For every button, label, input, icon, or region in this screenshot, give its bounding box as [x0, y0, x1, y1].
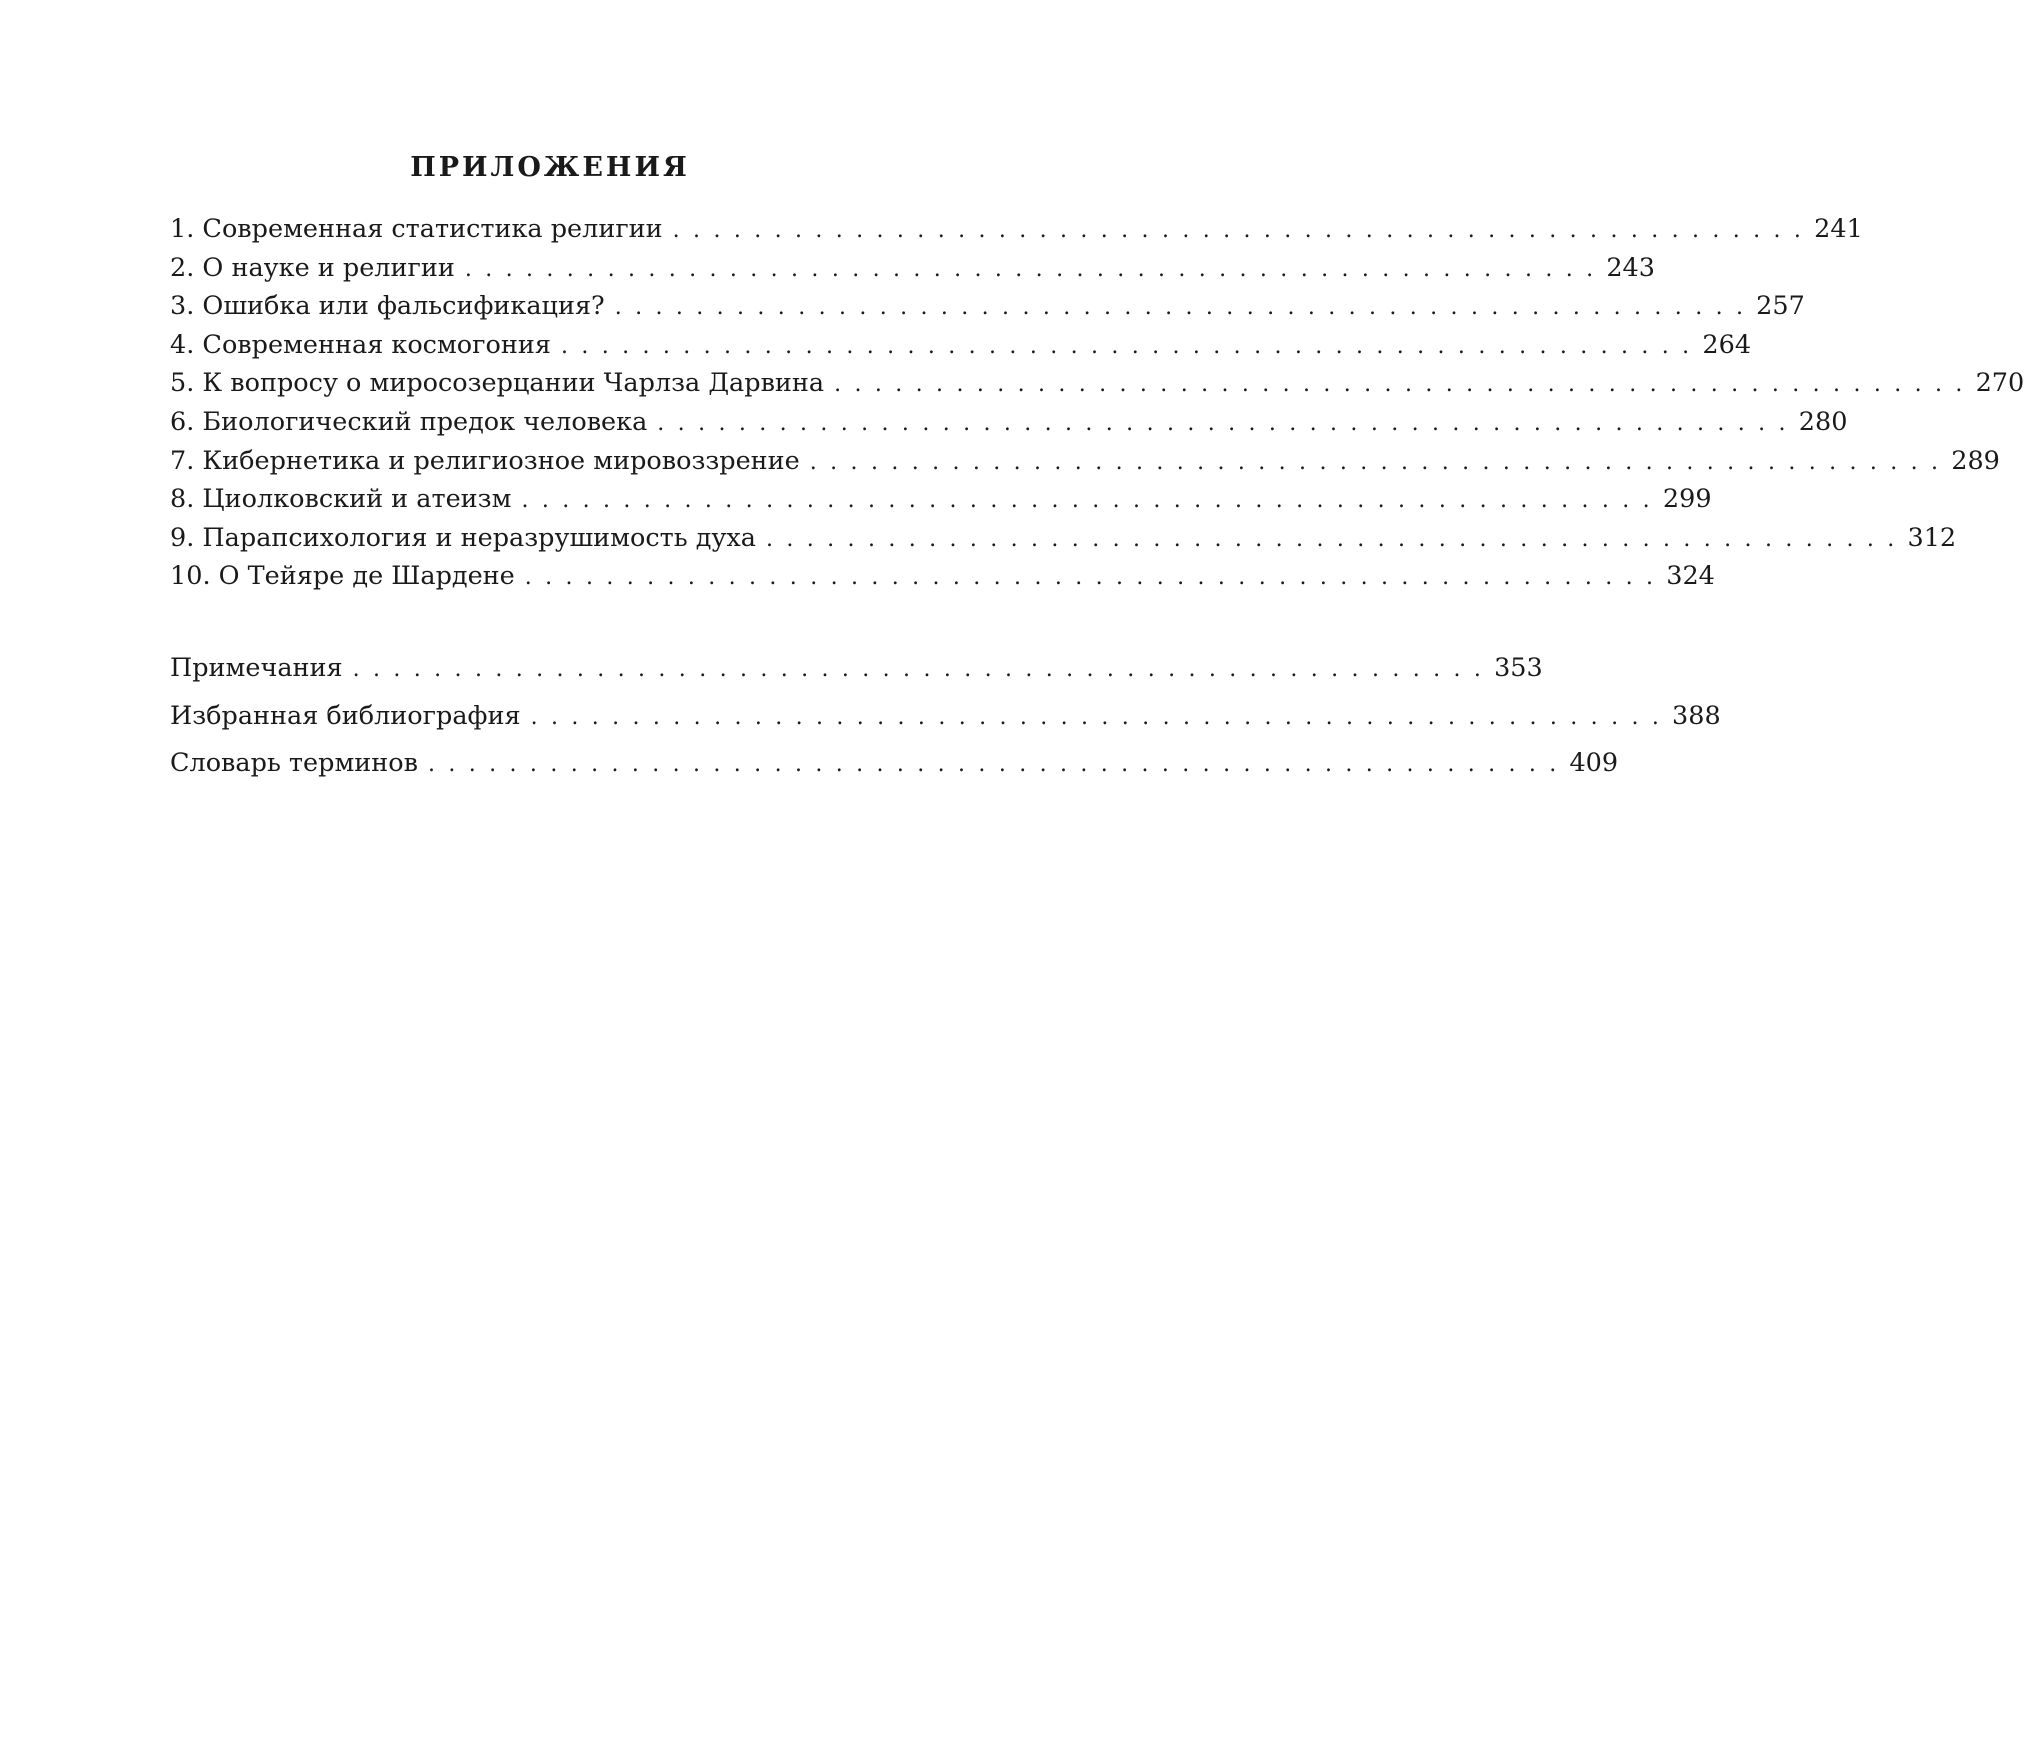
toc-entry[interactable]: [170, 557, 1715, 596]
toc-entry-title: 7. Кибернетика и религиозное мировоззрение: [170, 445, 800, 476]
toc-entry[interactable]: [170, 693, 1721, 741]
toc-entry-page: 289: [1951, 445, 2000, 476]
toc-entry-title: Словарь терминов: [170, 748, 418, 778]
toc-entry-page: 243: [1606, 252, 1655, 283]
dot-leader: . . . . . . . . . . . . . . . . . . . . . . . . . . . . . . . . . . . . . . . . . . . . . . . . . . . . . . . .: [464, 256, 1597, 282]
toc-entry-page: 257: [1756, 291, 1805, 322]
toc-entry[interactable]: [170, 210, 1863, 249]
dot-leader: . . . . . . . . . . . . . . . . . . . . . . . . . . . . . . . . . . . . . . . . . . . . . . . . . . . . . . . .: [657, 410, 1789, 436]
toc-entry[interactable]: [170, 403, 1848, 442]
toc-entry[interactable]: [170, 287, 1805, 326]
toc-entry-page: 324: [1666, 561, 1715, 592]
toc-entry-page: 280: [1798, 406, 1848, 437]
dot-leader: . . . . . . . . . . . . . . . . . . . . . . . . . . . . . . . . . . . . . . . . . . . . . . . . . . . . . . . .: [530, 704, 1663, 730]
back-matter-toc: [170, 645, 1721, 788]
dot-leader: . . . . . . . . . . . . . . . . . . . . . . . . . . . . . . . . . . . . . . . . . . . . . . . . . . . . . . . .: [766, 526, 1898, 552]
toc-entry[interactable]: [170, 519, 1957, 558]
toc-entry[interactable]: [170, 249, 1655, 288]
toc-entry-title: 4. Современная космогония: [170, 329, 551, 360]
dot-leader: . . . . . . . . . . . . . . . . . . . . . . . . . . . . . . . . . . . . . . . . . . . . . . . . . . . . . . . .: [352, 657, 1485, 682]
toc-entry-page: 312: [1907, 522, 1957, 553]
toc-entry-title: 1. Современная статистика религии: [170, 214, 663, 244]
toc-entry-page: 388: [1672, 700, 1721, 731]
toc-entry[interactable]: [170, 480, 1712, 519]
toc-entry-title: 10. О Тейяре де Шардене: [170, 561, 515, 592]
toc-entry-page: 353: [1494, 653, 1543, 683]
dot-leader: . . . . . . . . . . . . . . . . . . . . . . . . . . . . . . . . . . . . . . . . . . . . . . . . . . . . . . . .: [809, 449, 1942, 475]
toc-entry-page: 409: [1569, 748, 1619, 778]
toc-entry-page: 241: [1814, 214, 1863, 244]
dot-leader: . . . . . . . . . . . . . . . . . . . . . . . . . . . . . . . . . . . . . . . . . . . . . . . . . . . . . . . .: [834, 372, 1966, 398]
toc-entry[interactable]: [170, 645, 1543, 693]
dot-leader: . . . . . . . . . . . . . . . . . . . . . . . . . . . . . . . . . . . . . . . . . . . . . . . . . . . . . . . .: [560, 333, 1693, 359]
toc-entry[interactable]: [170, 442, 2000, 481]
toc-entry-title: 6. Биологический предок человека: [170, 406, 648, 437]
dot-leader: . . . . . . . . . . . . . . . . . . . . . . . . . . . . . . . . . . . . . . . . . . . . . . . . . . . . . . . .: [521, 488, 1653, 514]
toc-entry-title: Примечания: [170, 653, 343, 683]
toc-entry-title: 3. Ошибка или фальсификация?: [170, 291, 605, 322]
appendix-toc: [170, 210, 2024, 596]
toc-entry[interactable]: [170, 740, 1619, 788]
dot-leader: . . . . . . . . . . . . . . . . . . . . . . . . . . . . . . . . . . . . . . . . . . . . . . . . . . . . . . . .: [428, 752, 1560, 777]
toc-entry-title: 2. О науке и религии: [170, 252, 455, 283]
section-heading: ПРИЛОЖЕНИЯ: [410, 152, 690, 183]
toc-entry-page: 264: [1702, 329, 1752, 360]
dot-leader: . . . . . . . . . . . . . . . . . . . . . . . . . . . . . . . . . . . . . . . . . . . . . . . . . . . . . . . .: [672, 218, 1805, 243]
toc-entry-title: 9. Парапсихология и неразрушимость духа: [170, 522, 757, 553]
dot-leader: . . . . . . . . . . . . . . . . . . . . . . . . . . . . . . . . . . . . . . . . . . . . . . . . . . . . . . . .: [524, 565, 1657, 591]
toc-entry-title: 5. К вопросу о миросозерцании Чарлза Дарвина: [170, 368, 825, 399]
toc-entry-page: 270: [1975, 368, 2024, 399]
toc-entry-title: 8. Циолковский и атеизм: [170, 484, 512, 515]
toc-entry[interactable]: [170, 326, 1752, 365]
toc-entry-page: 299: [1662, 484, 1712, 515]
toc-entry-title: Избранная библиография: [170, 700, 521, 731]
dot-leader: . . . . . . . . . . . . . . . . . . . . . . . . . . . . . . . . . . . . . . . . . . . . . . . . . . . . . . . .: [614, 295, 1747, 321]
toc-entry[interactable]: [170, 364, 2024, 403]
